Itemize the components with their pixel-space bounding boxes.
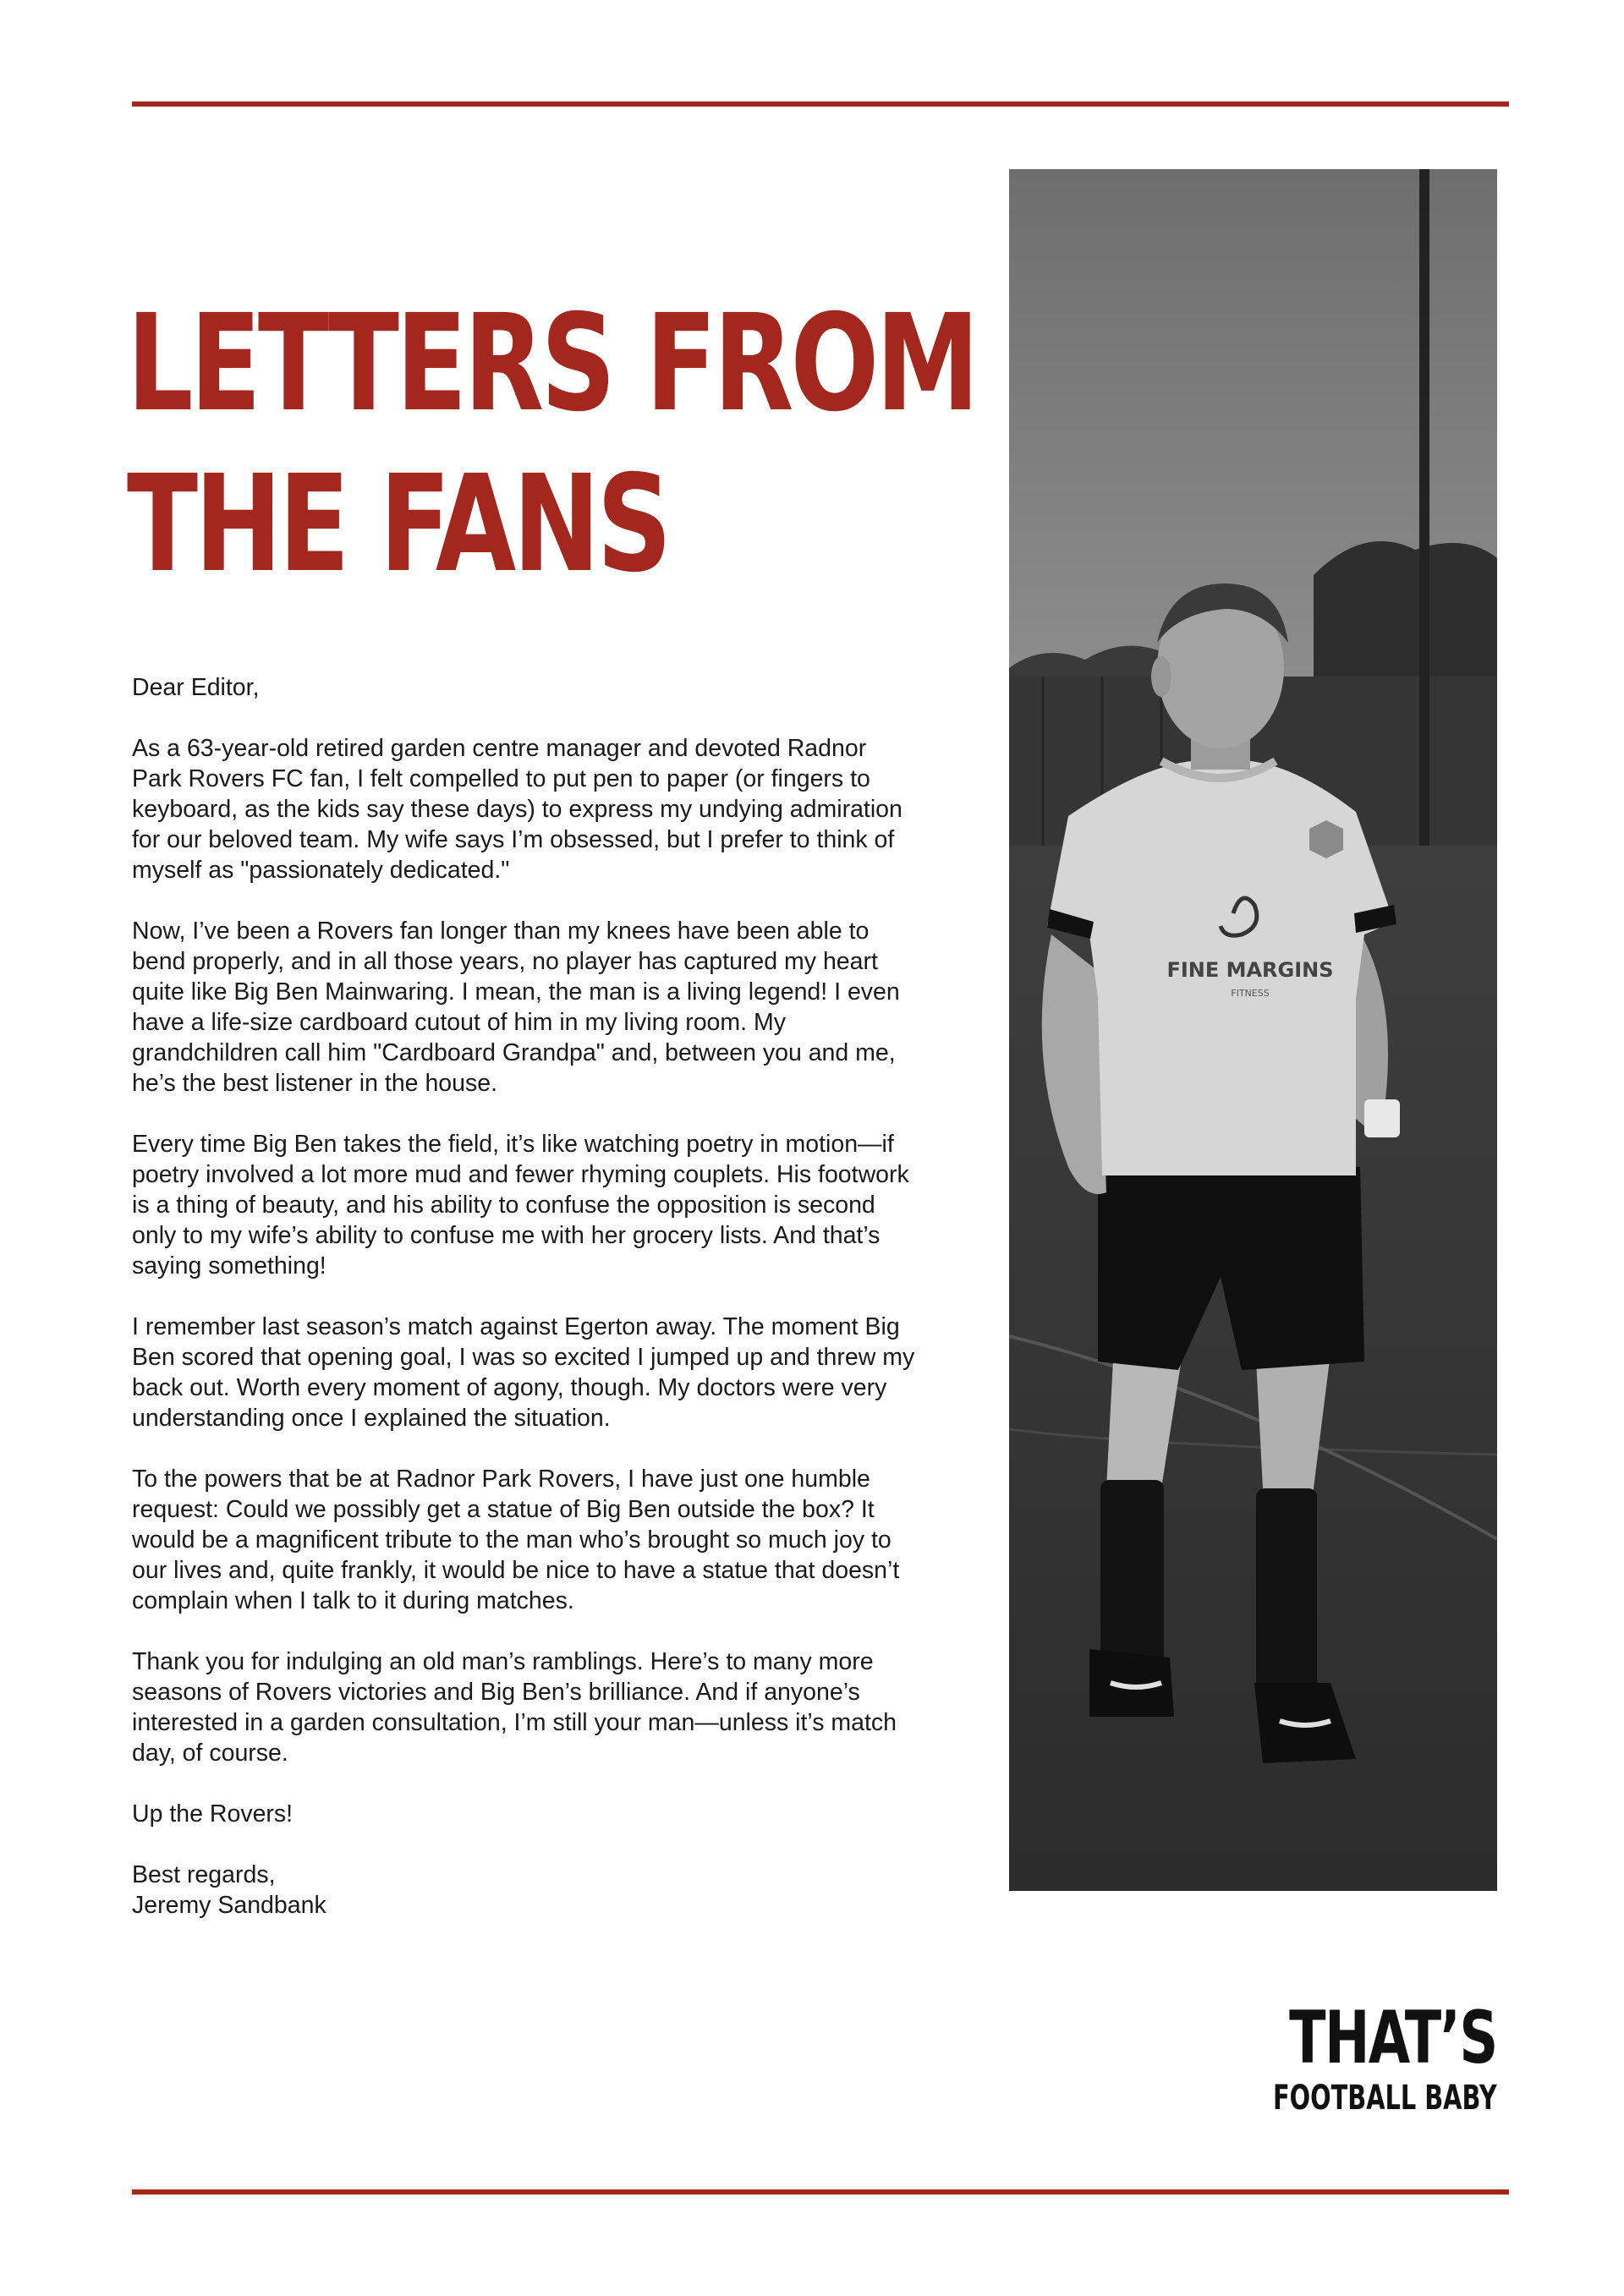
title-line-2: THE FANS	[127, 447, 669, 602]
letter-body	[132, 672, 919, 1921]
letter-salutation: Dear Editor,	[132, 674, 260, 701]
shirt-sponsor-sub: FITNESS	[1231, 988, 1270, 999]
brand-logo-line-1: THAT’S	[1289, 1996, 1497, 2080]
brand-logo	[1186, 1996, 1497, 2118]
letter-paragraph: Every time Big Ben takes the field, it’s like watching poetry in motion—if poetry involved a lot more mud and fewer rhyming couplets. His footwork is a thing of beauty, and his ability to confuse the opposition is second only to my wife’s ability to confuse me with her grocery lists. And that’s saying something!	[132, 1131, 909, 1280]
page-title	[127, 283, 977, 605]
bottom-rule	[132, 2189, 1509, 2195]
letter-closing-line: Up the Rovers!	[132, 1800, 294, 1827]
letter-signoff: Best regards,	[132, 1861, 276, 1888]
shirt-sponsor: FINE MARGINS	[1166, 958, 1334, 982]
title-line-1: LETTERS FROM	[127, 286, 977, 441]
letter-paragraph: As a 63-year-old retired garden centre manager and devoted Radnor Park Rovers FC fan, I felt compelled to put pen to paper (or fingers to keyboard, as the kids say these days) to express my undying admiration for our beloved team. My wife says I’m obsessed, but I prefer to think of myself as "passionately dedicated."	[132, 735, 903, 884]
brand-logo-line-2: FOOTBALL BABY	[1273, 2079, 1497, 2118]
letter-author: Jeremy Sandbank	[132, 1892, 326, 1919]
top-rule	[132, 101, 1509, 107]
player-photo	[1009, 169, 1497, 1891]
letter-paragraph: I remember last season’s match against Egerton away. The moment Big Ben scored that opening goal, I was so excited I jumped up and threw my back out. Worth every moment of agony, though. My doctors were very understanding once I explained the situation.	[132, 1313, 915, 1432]
letter-paragraph: Thank you for indulging an old man’s ramblings. Here’s to many more seasons of Rovers victories and Big Ben’s brilliance. And if anyone’s interested in a garden consultation, I’m still your man—unless it’s match day, of course.	[132, 1648, 897, 1767]
letter-paragraph: To the powers that be at Radnor Park Rovers, I have just one humble request: Could we possibly get a statue of Big Ben outside the box? It would be a magnificent tribute to the man who’s brought so much joy to our lives and, quite frankly, it would be nice to have a statue that doesn’t complain when I talk to it during matches.	[132, 1466, 900, 1614]
player-photo-illustration	[1009, 169, 1497, 1891]
letter-paragraph: Now, I’ve been a Rovers fan longer than my knees have been able to bend properly, and in all those years, no player has captured my heart quite like Big Ben Mainwaring. I mean, the man is a living legend! I even have a life-size cardboard cutout of him in my living room. My grandchildren call him "Cardboard Grandpa" and, between you and me, he’s the best listener in the house.	[132, 918, 900, 1097]
